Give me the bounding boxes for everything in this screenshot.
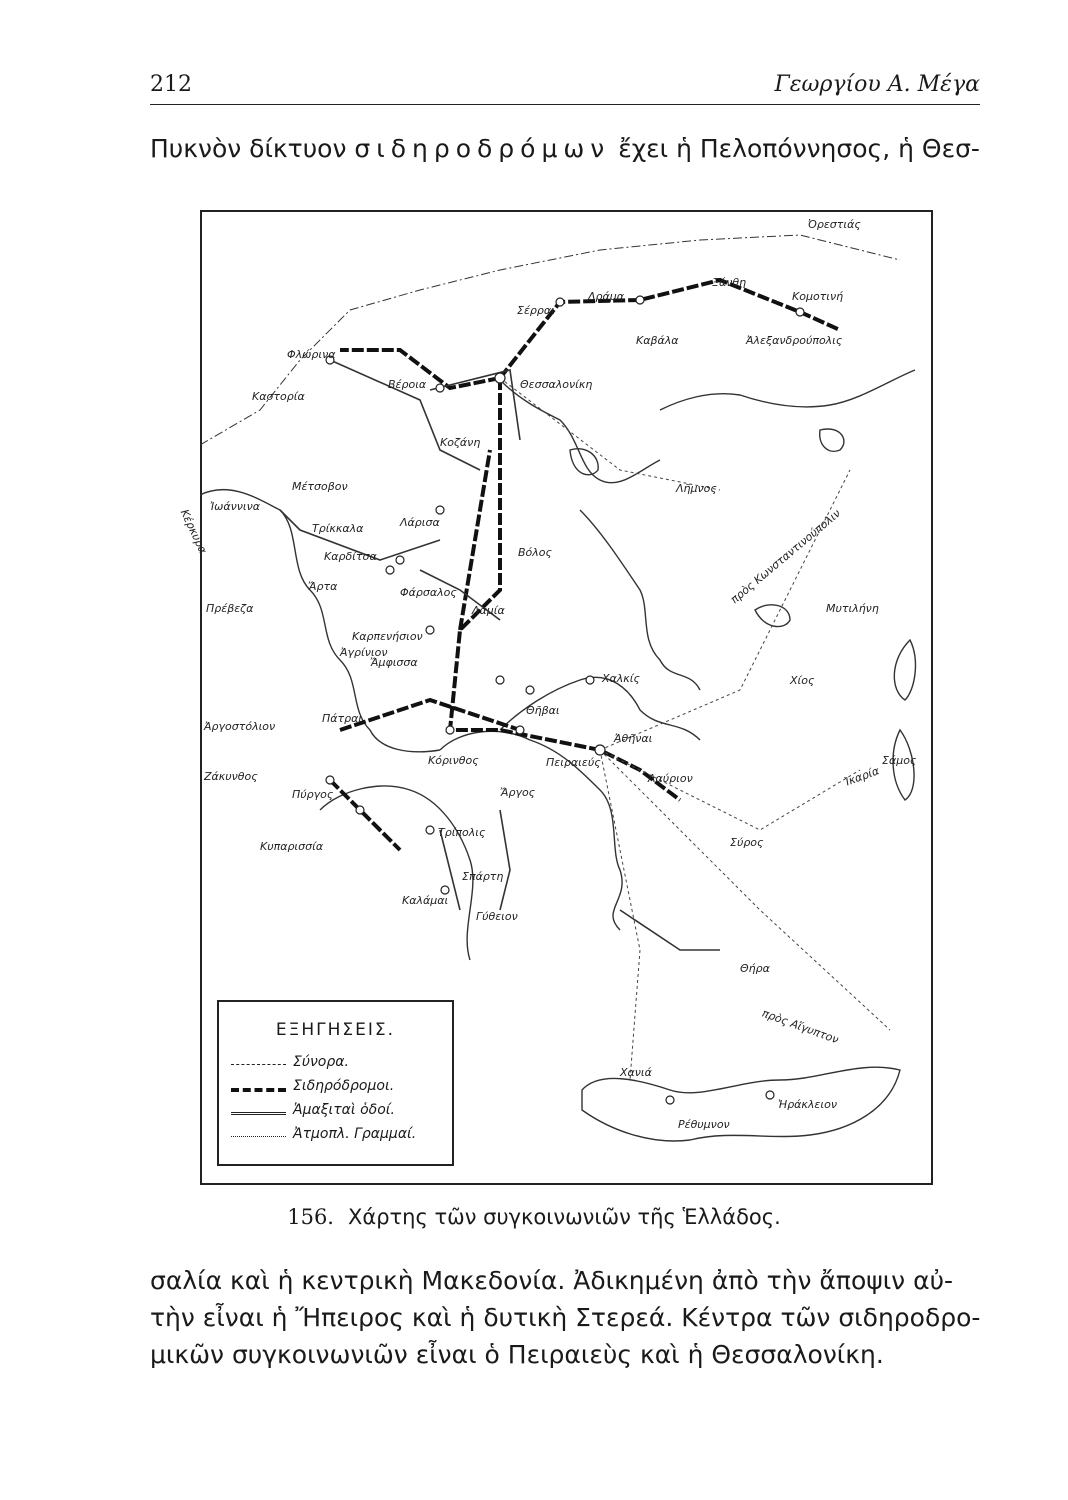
place-label: Ἀθῆναι <box>614 732 653 745</box>
map-figure <box>177 210 933 1185</box>
place-label: Καβάλα <box>636 334 679 347</box>
text-line: τὴν εἶναι ἡ Ἤπειρος καὶ ἡ δυτικὴ Στερεά. Κέντρα τῶν σιδηροδρο- <box>150 1303 981 1332</box>
page-header <box>150 68 980 105</box>
place-label: Κόρινθος <box>428 754 479 767</box>
legend-item-steamship <box>231 1126 446 1148</box>
legend-title: ΕΞΗΓΗΣΕΙΣ. <box>275 1020 396 1040</box>
place-label: Πρέβεζα <box>206 602 254 615</box>
legend-label: Σύνορα. <box>293 1054 349 1070</box>
place-label: Μέτσοβον <box>292 480 348 493</box>
place-label: Ἀργοστόλιον <box>204 720 276 733</box>
place-label: Σέρραι <box>517 304 555 317</box>
place-label: Σπάρτη <box>462 870 504 883</box>
place-label: Θῆβαι <box>526 704 560 717</box>
place-label: Τρίκκαλα <box>312 522 364 535</box>
legend-item-railways <box>231 1078 446 1100</box>
place-label: Ὀρεστιάς <box>808 218 861 231</box>
place-label: Ἰκαρία <box>842 764 882 789</box>
place-label: Καστορία <box>252 390 305 403</box>
page-number: 212 <box>150 72 192 97</box>
place-label: πρὸς Αἴγυπτον <box>760 1006 841 1047</box>
steamship-symbol <box>231 1136 286 1137</box>
place-label: Ξάνθη <box>712 276 747 289</box>
figure-caption <box>0 1205 1068 1229</box>
place-label: Φλώρινα <box>287 348 336 361</box>
figure-number: 156. <box>287 1205 334 1229</box>
place-label: Χαλκίς <box>602 672 640 685</box>
place-label: Βόλος <box>518 546 552 559</box>
place-label: Κυπαρισσία <box>260 840 324 853</box>
road-symbol <box>231 1112 286 1115</box>
place-label: Καρπενήσιον <box>352 630 423 643</box>
place-label: Δράμα <box>588 290 625 303</box>
place-label: Ἡράκλειον <box>778 1098 837 1111</box>
legend-label: Ἁμαξιταὶ ὁδοί. <box>293 1102 395 1118</box>
map-legend <box>217 1000 454 1166</box>
place-label: Γύθειον <box>476 910 518 923</box>
place-label: Πύργος <box>292 788 334 801</box>
text-top <box>150 130 980 167</box>
place-label: Ἄρτα <box>308 580 338 593</box>
place-label: Σύρος <box>730 836 764 849</box>
place-label: Λαύριον <box>648 772 693 785</box>
text-segment: ἔχει ἡ Πελοπόννησος, ἡ Θεσ- <box>610 134 980 163</box>
place-label: Ἀλεξανδρούπολις <box>746 334 843 347</box>
place-label: Ρέθυμνον <box>678 1118 730 1131</box>
place-label: Πειραιεύς <box>546 756 601 769</box>
place-label: Ἄμφισσα <box>370 656 418 669</box>
text-line: σαλία καὶ ἡ κεντρικὴ Μακεδονία. Ἀδικημένη ἀπὸ τὴν ἄποψιν αὐ- <box>150 1266 954 1295</box>
place-label: Κομοτινή <box>792 290 844 303</box>
place-label: Θεσσαλονίκη <box>520 378 593 391</box>
running-head: Γεωργίου Α. Μέγα <box>774 72 980 97</box>
place-label: Λαμία <box>472 604 505 617</box>
place-label: Θήρα <box>740 962 770 975</box>
legend-item-roads <box>231 1102 446 1124</box>
place-label: Σάμος <box>882 754 917 767</box>
caption-text: Χάρτης τῶν συγκοινωνιῶν τῆς Ἑλλάδος. <box>347 1205 781 1229</box>
place-label: Ἰωάννινα <box>210 500 261 513</box>
legend-item-borders <box>231 1054 446 1076</box>
place-label: Καλάμαι <box>402 894 449 907</box>
place-label: Καρδίτσα <box>324 550 377 563</box>
place-label: Λάρισα <box>400 516 440 529</box>
text-line <box>150 130 980 167</box>
place-label: πρὸς Κωνσταντινούπολιν <box>728 506 844 607</box>
place-label: Τρίπολις <box>438 826 486 839</box>
place-label: Κέρκυρα <box>177 507 210 556</box>
place-label: Βέροια <box>388 378 427 391</box>
legend-label: Ἀτμοπλ. Γραμμαί. <box>293 1126 417 1142</box>
legend-label: Σιδηρόδρομοι. <box>293 1078 395 1094</box>
text-bottom <box>150 1262 980 1373</box>
place-label: Ζάκυνθος <box>204 770 258 783</box>
railway-symbol <box>231 1088 286 1092</box>
place-label: Μυτιλήνη <box>826 602 879 615</box>
place-label: Πάτραι <box>322 712 363 725</box>
place-label: Χίος <box>790 674 815 687</box>
place-label: Χανιά <box>620 1066 652 1079</box>
spaced-word: σιδηροδρόμων <box>354 134 611 163</box>
place-label: Κοζάνη <box>440 436 481 449</box>
text-segment: Πυκνὸν δίκτυον <box>150 134 355 163</box>
text-line: μικῶν συγκοινωνιῶν εἶναι ὁ Πειραιεὺς καὶ ἡ Θεσσαλονίκη. <box>150 1340 884 1369</box>
place-label: Φάρσαλος <box>400 586 457 599</box>
place-label: Λῆμνος <box>676 482 717 495</box>
city-markers <box>326 296 804 1104</box>
borders-symbol <box>231 1064 286 1065</box>
place-label: Ἄργος <box>500 786 536 799</box>
place-label: Ἀγρίνιον <box>340 646 388 659</box>
